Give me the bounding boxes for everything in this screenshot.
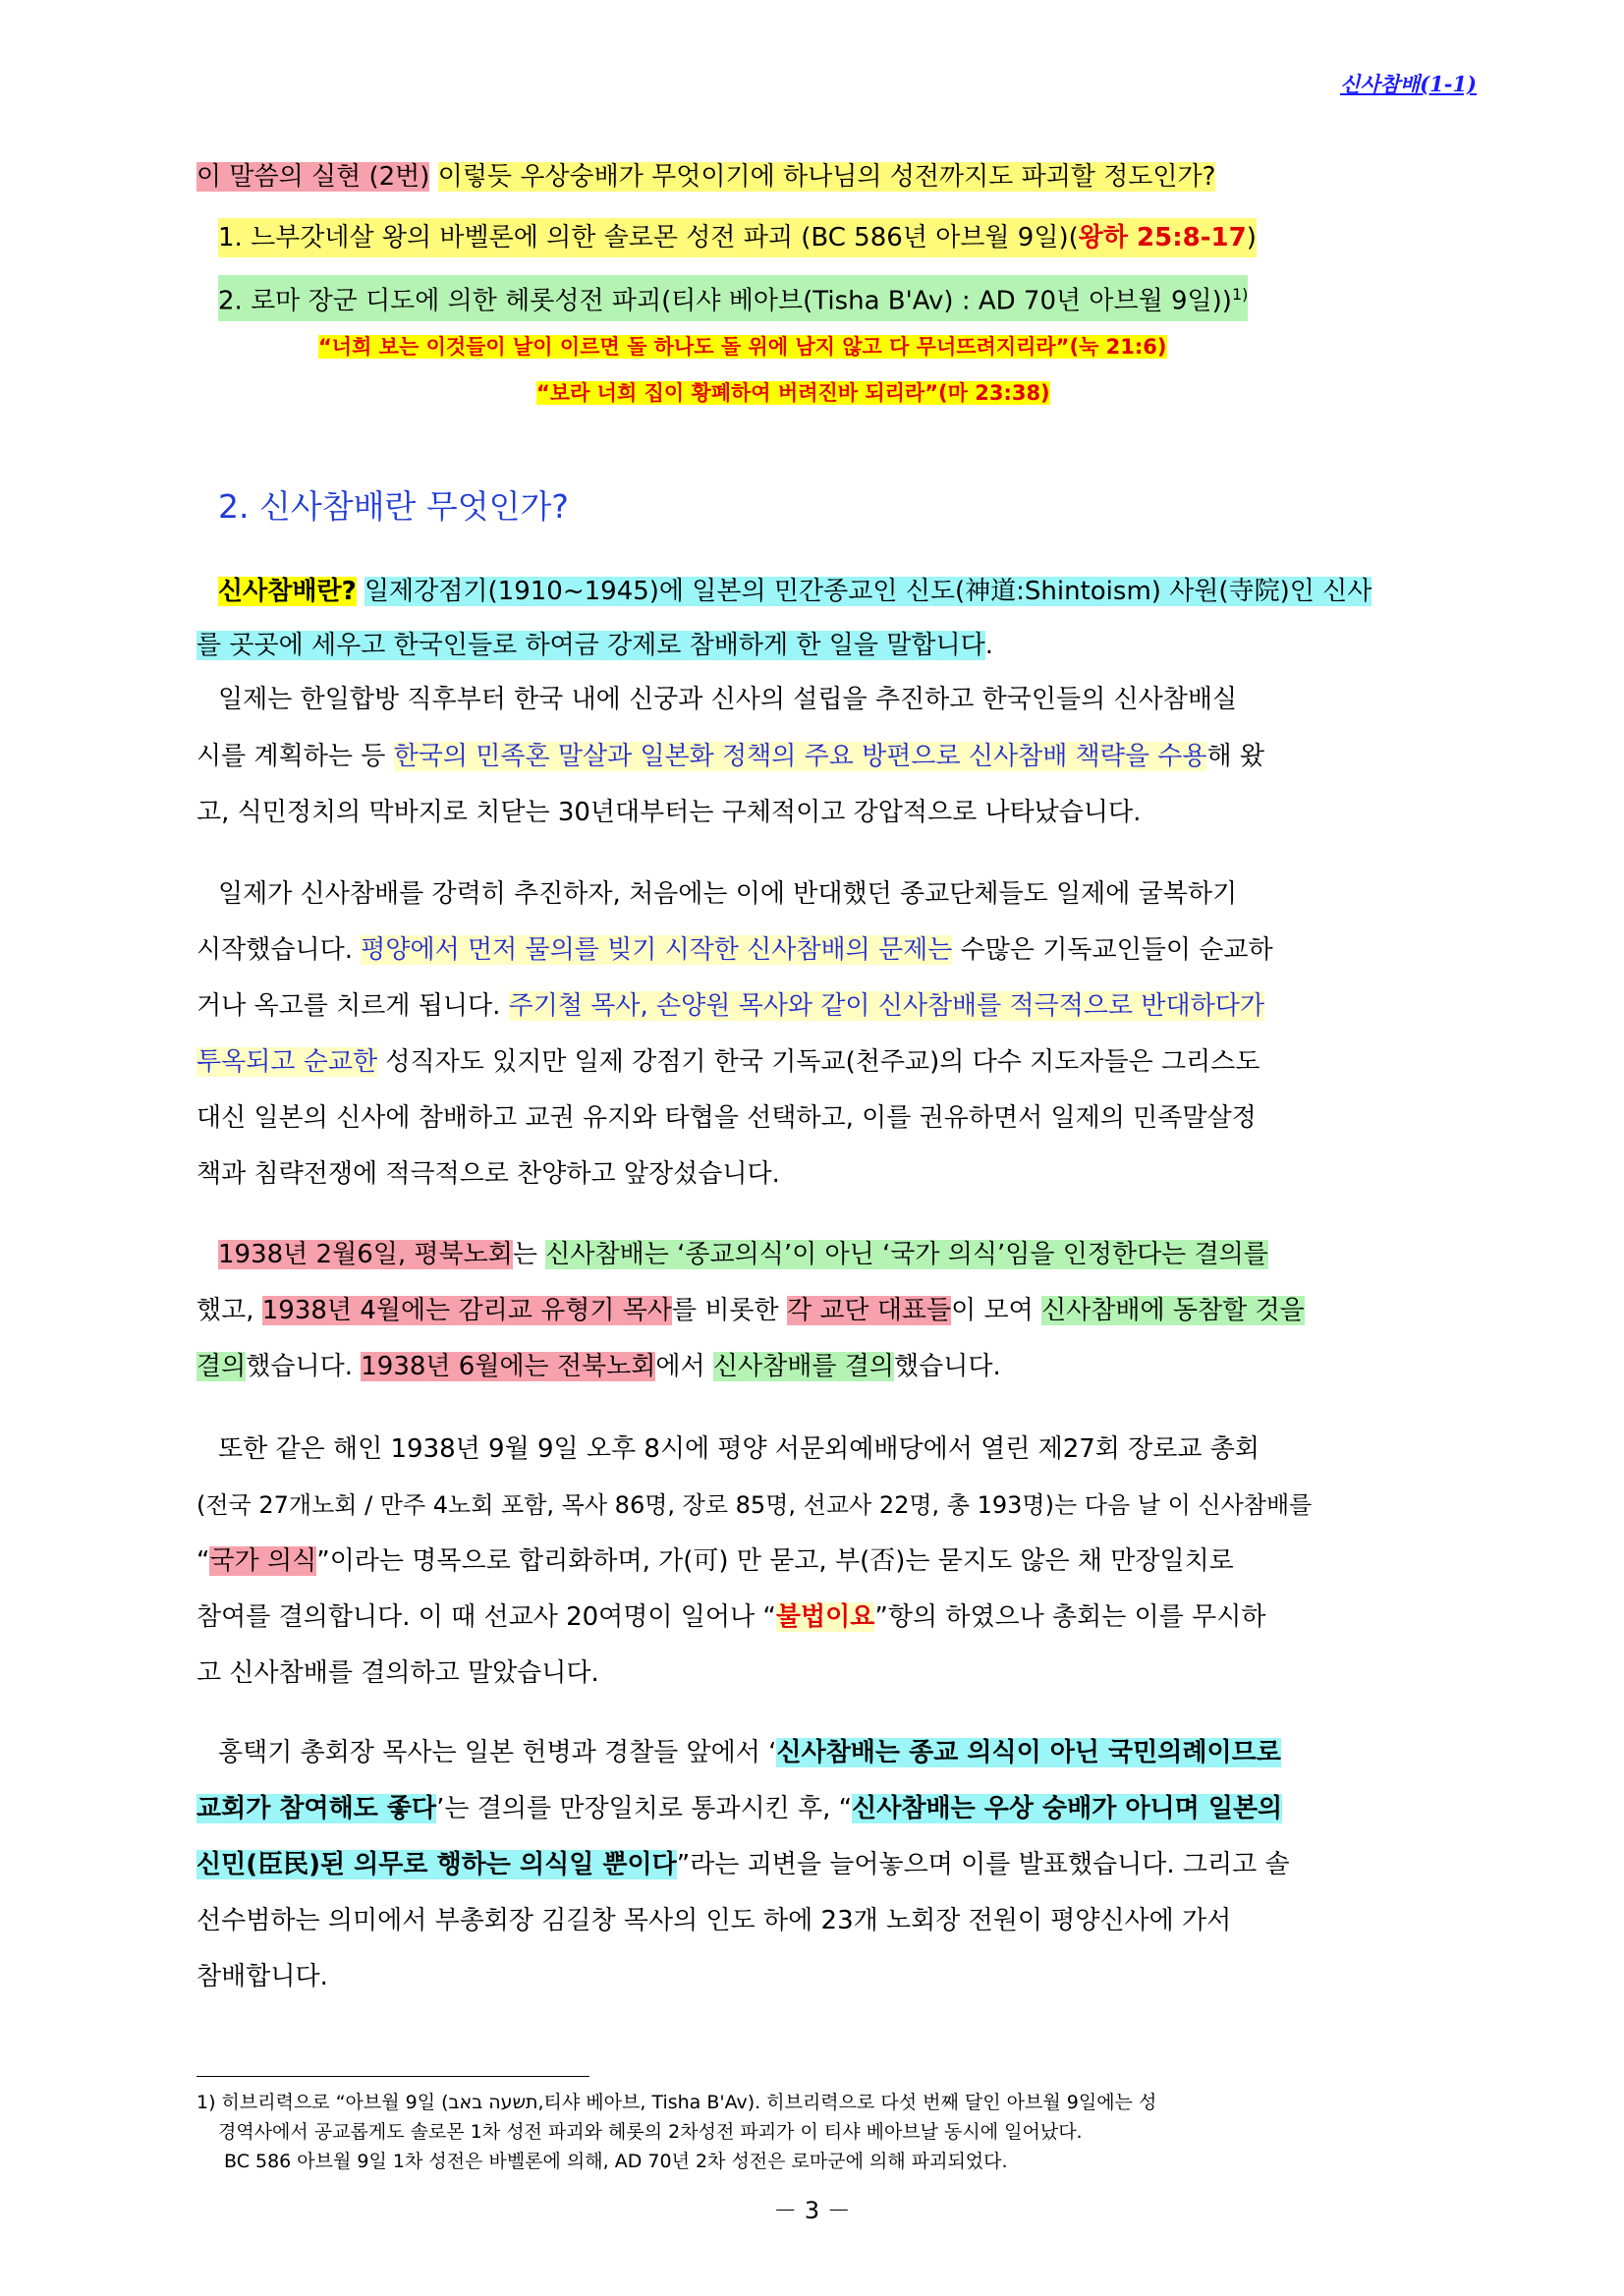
intro-question: 이렇듯 우상숭배가 무엇이기에 하나님의 성전까지도 파괴할 정도인가?: [437, 162, 1216, 192]
p3-line-4: [196, 1042, 1260, 1082]
p4-resolution-3: 결의: [196, 1352, 247, 1381]
quote-luke-text: “너희 보는 이것들이 날이 이르면 돌 하나도 돌 위에 남지 않고 다 무너뜨려지리라”(눅 21:6): [318, 335, 1167, 359]
intro-line: [196, 157, 1215, 196]
p2-text-a: 시를 계획하는 등: [196, 742, 394, 771]
p3-highlight-1: 평양에서 먼저 물의를 빚기 시작한 신사참배의 문제는: [361, 935, 953, 965]
p4-delegates: 각 교단 대표들: [786, 1296, 952, 1325]
p2-line-3: 고, 식민정치의 막바지로 치닫는 30년대부터는 구체적이고 강압적으로 나타났습니다.: [196, 798, 1142, 827]
p1-question: 신사참배란?: [218, 577, 357, 606]
quote-matthew: [536, 373, 1050, 413]
list-item-1-close: ): [1246, 223, 1257, 252]
p4-line-2: [196, 1291, 1305, 1330]
footnote-divider: [196, 2076, 589, 2077]
p5-illegal: 불법이요: [775, 1602, 875, 1632]
p4-line-3: [196, 1347, 1001, 1386]
p6-text-3b: ”라는 괴변을 늘어놓으며 이를 발표했습니다. 그리고 솔: [676, 1850, 1290, 1879]
p4-resolution-4: 신사참배를 결의: [712, 1352, 894, 1381]
p5-open-quote: “: [196, 1546, 210, 1576]
p1-line-1: [218, 572, 1372, 611]
p6-line-1: [218, 1733, 1281, 1772]
p5-line-3: [196, 1541, 1234, 1581]
p3-text-a: 시작했습니다.: [196, 935, 362, 965]
p4-text-3b: 했습니다.: [246, 1352, 362, 1381]
p3-text-3a: 거나 옥고를 치르게 됩니다.: [196, 991, 509, 1021]
footnote-line-2: 경역사에서 공교롭게도 솔로몬 1차 성전 파괴와 헤롯의 2차성전 파괴가 이 티샤 베아브날 동시에 일어났다.: [218, 2121, 1083, 2143]
p6-quote-1: 신사참배는 종교 의식이 아닌 국민의례이므로: [776, 1738, 1281, 1767]
p5-text-4c: ”항의 하였으나 총회는 이를 무시하: [874, 1602, 1266, 1632]
footnote-line-1: 1) 히브리력으로 “아브월 9일 (תשעה באב,티샤 베아브, Tisha B'Av). 히브리력으로 다섯 번째 달인 아브월 9일에는 성: [196, 2092, 1157, 2113]
p5-text-3c: ”이라는 명목으로 합리화하며, 가(可) 만 묻고, 부(否)는 묻지도 않은 채 만장일치로: [316, 1546, 1234, 1576]
p6-quote-2: 교회가 참여해도 좋다: [196, 1794, 437, 1823]
list-item-2-text: 2. 로마 장군 디도에 의한 헤롯성전 파괴(티샤 베아브(Tisha B'Av) : AD 70년 아브월 9일)): [218, 286, 1232, 316]
p4-date-2: 1938년 4월에는 감리교 유형기 목사: [261, 1296, 672, 1325]
p6-text-2b: ’는 결의를 만장일치로 통과시킨 후, “: [436, 1794, 853, 1823]
intro-label: 이 말씀의 실현 (2번): [196, 162, 430, 192]
p4-date-1: 1938년 2월6일, 평북노회: [218, 1240, 513, 1269]
p1-line-2: [196, 626, 993, 665]
p4-text-3d: 에서: [655, 1352, 713, 1381]
list-item-1-text: 1. 느부갓네살 왕의 바벨론에 의한 솔로몬 성전 파괴 (BC 586년 아브월 9일)(: [218, 223, 1079, 252]
p3-text-c: 수많은 기독교인들이 순교하: [952, 935, 1273, 965]
list-item-1-ref: 왕하 25:8-17: [1078, 223, 1247, 252]
p3-line-1: 일제가 신사참배를 강력히 추진하자, 처음에는 이에 반대했던 종교단체들도 일제에 굴복하기: [218, 879, 1238, 909]
section-heading: 2. 신사참배란 무엇인가?: [218, 487, 569, 526]
p5-text-4a: 참여를 결의합니다. 이 때 선교사 20여명이 일어나 “: [196, 1602, 776, 1632]
p5-national-rite: 국가 의식: [209, 1546, 317, 1576]
p3-text-4b: 성직자도 있지만 일제 강점기 한국 기독교(천주교)의 다수 지도자들은 그리스도: [377, 1047, 1260, 1077]
p3-line-6: 책과 침략전쟁에 적극적으로 찬양하고 앞장섰습니다.: [196, 1159, 780, 1189]
p4-text-2c: 를 비롯한: [671, 1296, 787, 1325]
p6-quote-4: 신민(臣民)된 의무로 행하는 의식일 뿐이다: [196, 1850, 677, 1879]
p4-resolution-2: 신사참배에 동참할 것을: [1041, 1296, 1305, 1325]
p1-space: [357, 577, 364, 606]
p6-quote-3: 신사참배는 우상 숭배가 아니며 일본의: [852, 1794, 1283, 1823]
p6-line-5: 참배합니다.: [196, 1962, 328, 1991]
p3-highlight-3: 투옥되고 순교한: [196, 1047, 378, 1077]
p2-text-c: 해 왔: [1206, 742, 1264, 771]
p4-text-1b: 는: [512, 1240, 546, 1269]
p2-line-1: 일제는 한일합방 직후부터 한국 내에 신궁과 신사의 설립을 추진하고 한국인들의 신사참배실: [218, 685, 1238, 714]
p1-period: .: [984, 631, 994, 660]
p6-line-2: [196, 1789, 1282, 1828]
quote-luke: [318, 327, 1167, 366]
p1-definition-2: 를 곳곳에 세우고 한국인들로 하여금 강제로 참배하게 한 일을 말합니다: [196, 631, 985, 660]
p4-text-3f: 했습니다.: [893, 1352, 1001, 1381]
p3-highlight-2: 주기철 목사, 손양원 목사와 같이 신사참배를 적극적으로 반대하다가: [508, 991, 1264, 1021]
footnote-line-3: BC 586 아브월 9일 1차 성전은 바벨론에 의해, AD 70년 2차 성전은 로마군에 의해 파괴되었다.: [224, 2151, 1008, 2172]
p1-definition-1: 일제강점기(1910~1945)에 일본의 민간종교인 신도(神道:Shintoism) 사원(寺院)인 신사: [364, 577, 1372, 606]
p2-line-2: [196, 737, 1264, 776]
p5-line-4: [196, 1597, 1266, 1637]
p5-line-2: (전국 27개노회 / 만주 4노회 포함, 목사 86명, 장로 85명, 선교사 22명, 총 193명)는 다음 날 이 신사참배를: [196, 1491, 1313, 1519]
p4-resolution-1: 신사참배는 ‘종교의식’이 아닌 ‘국가 의식’임을 인정한다는 결의를: [545, 1240, 1268, 1269]
p3-line-5: 대신 일본의 신사에 참배하고 교권 유지와 타협을 선택하고, 이를 권유하면서 일제의 민족말살정: [196, 1103, 1257, 1133]
p4-date-3: 1938년 6월에는 전북노회: [361, 1352, 656, 1381]
p2-highlight: 한국의 민족혼 말살과 일본화 정책의 주요 방편으로 신사참배 책략을 수용: [393, 742, 1207, 771]
p4-line-1: [218, 1235, 1268, 1274]
list-item-2: [218, 275, 1248, 321]
footnote-marker: 1): [1231, 285, 1249, 304]
quote-matthew-text: “보라 너희 집이 황폐하여 버려진바 되리라”(마 23:38): [536, 381, 1050, 405]
p5-line-1: 또한 같은 해인 1938년 9월 9일 오후 8시에 평양 서문외예배당에서 열린 제27회 장로교 총회: [218, 1434, 1260, 1464]
list-item-1: [218, 218, 1257, 257]
p3-line-3: [196, 986, 1264, 1026]
p5-line-5: 고 신사참배를 결의하고 말았습니다.: [196, 1658, 599, 1688]
page-number: － 3 －: [773, 2197, 851, 2224]
p6-line-4: 선수범하는 의미에서 부총회장 김길창 목사의 인도 하에 23개 노회장 전원이 평양신사에 가서: [196, 1906, 1232, 1935]
p6-text-1a: 홍택기 총회장 목사는 일본 헌병과 경찰들 앞에서 ‘: [218, 1738, 777, 1767]
header-title: 신사참배(1-1): [1340, 72, 1477, 96]
p4-text-2e: 이 모여: [951, 1296, 1042, 1325]
p3-line-2: [196, 930, 1273, 970]
p6-line-3: [196, 1845, 1290, 1884]
p4-text-2a: 했고,: [196, 1296, 262, 1325]
